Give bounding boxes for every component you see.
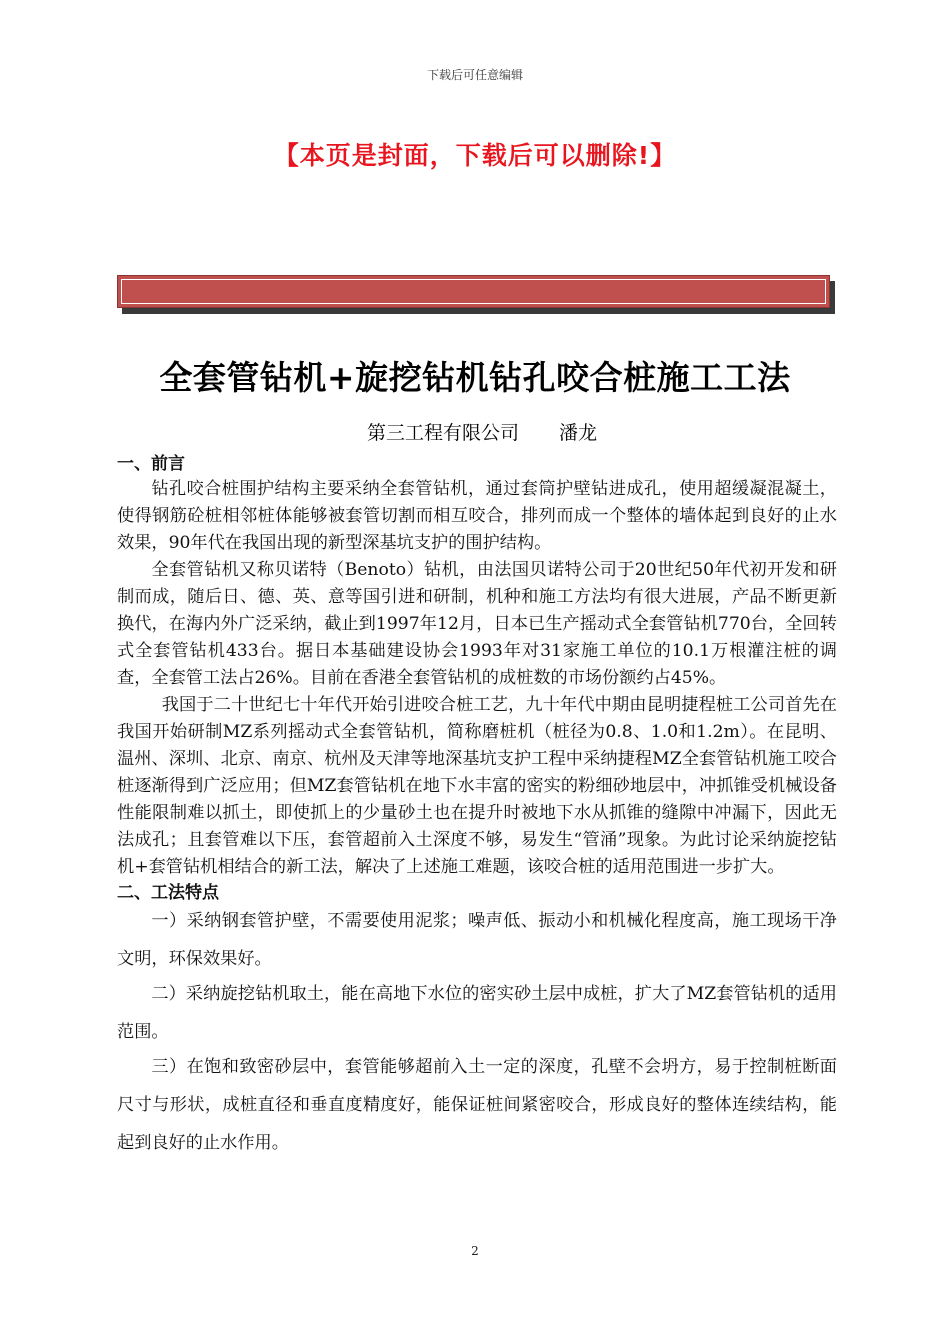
header-note: 下载后可任意编辑 xyxy=(426,68,523,82)
byline-company: 第三工程有限公司 xyxy=(367,422,520,444)
section-heading-preface: 一、前言 xyxy=(117,454,185,474)
document-body xyxy=(117,452,837,1162)
paragraph: 二）采纳旋挖钻机取土，能在高地下水位的密实砂土层中成桩，扩大了MZ套管钻机的适用范围。 xyxy=(117,984,837,1042)
page-number: 2 xyxy=(471,1244,479,1258)
cover-notice: 【本页是封面，下载后可以删除!】 xyxy=(273,141,677,170)
byline xyxy=(367,418,597,445)
paragraph: 一）采纳钢套管护壁，不需要使用泥浆；噪声低、振动小和机械化程度高，施工现场干净文明，环保效果好。 xyxy=(117,911,837,969)
paragraph: 我国于二十世纪七十年代开始引进咬合桩工艺，九十年代中期由昆明捷程桩工公司首先在我国开始研制MZ系列摇动式全套管钻机，简称磨桩机（桩径为0.8、1.0和1.2m）。在昆明、温州、深圳、北京、南京、杭州及天津等地深基坑支护工程中采纳捷程MZ全套管钻机施工咬合桩逐渐得到广泛应用；但MZ套管钻机在地下水丰富的密实的粉细砂地层中，冲抓锥受机械设备性能限制难以抓土，即使抓上的少量砂土也在提升时被地下水从抓锥的缝隙中冲漏下，因此无法成孔；且套管难以下压，套管超前入土深度不够，易发生“管涌”现象。为此讨论采纳旋挖钻机+套管钻机相结合的新工法，解决了上述施工难题，该咬合桩的适用范围进一步扩大。 xyxy=(117,695,837,877)
paragraph: 全套管钻机又称贝诺特（Benoto）钻机，由法国贝诺特公司于20世纪50年代初开发和研制而成，随后日、德、英、意等国引进和研制，机种和施工方法均有很大进展，产品不断更新换代，在海内外广泛采纳，截止到1997年12月，日本已生产摇动式全套管钻机770台，全回转式全套管钻机433台。据日本基础建设协会1993年对31家施工单位的10.1万根灌注桩的调查，全套管工法占26%。目前在香港全套管钻机的成桩数的市场份额约占45%。 xyxy=(117,560,837,688)
section-heading-features: 二、工法特点 xyxy=(117,883,219,903)
banner-inner-border xyxy=(121,279,826,304)
byline-author: 潘龙 xyxy=(559,422,598,444)
paragraph: 三）在饱和致密砂层中，套管能够超前入土一定的深度，孔壁不会坍方，易于控制桩断面尺寸与形状，成桩直径和垂直度精度好，能保证桩间紧密咬合，形成良好的整体连续结构，能起到良好的止水作用。 xyxy=(117,1057,837,1153)
paragraph: 钻孔咬合桩围护结构主要采纳全套管钻机，通过套筒护壁钻进成孔，使用超缓凝混凝土，使得钢筋砼桩相邻桩体能够被套管切割而相互咬合，排列而成一个整体的墙体起到良好的止水效果，90年代在我国出现的新型深基坑支护的围护结构。 xyxy=(117,479,837,553)
document-title: 全套管钻机+旋挖钻机钻孔咬合桩施工工法 xyxy=(159,358,791,397)
decorative-banner xyxy=(117,275,830,308)
